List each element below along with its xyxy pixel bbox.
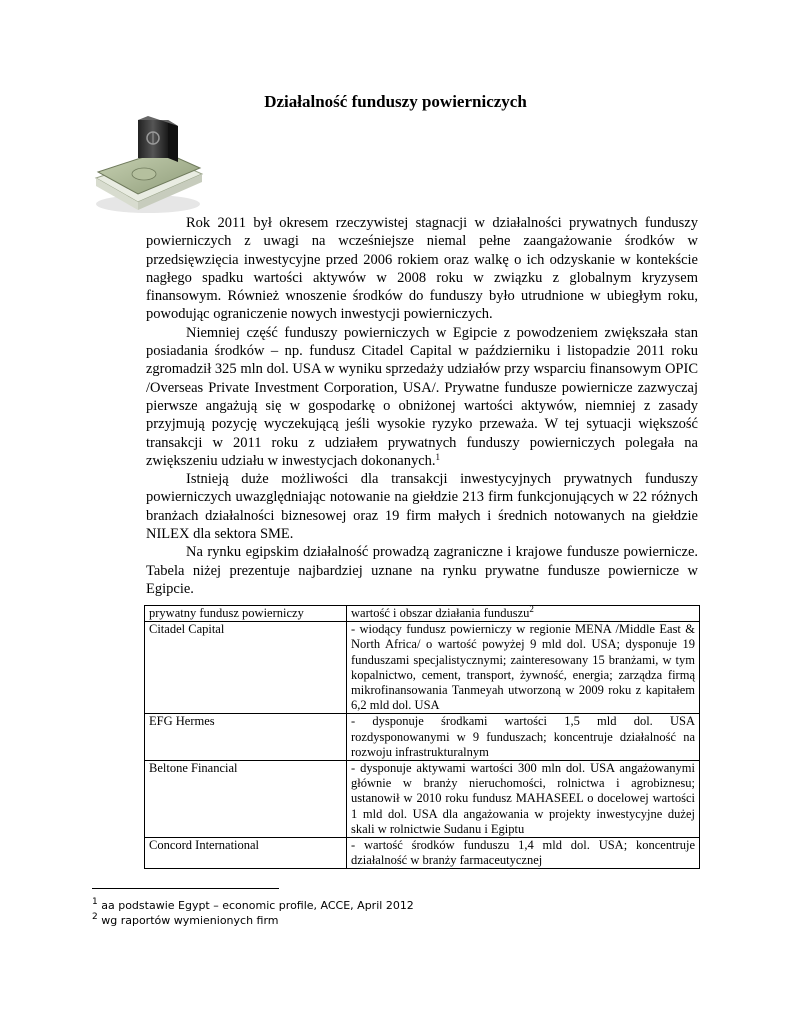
funds-table: [144, 605, 700, 869]
fund-desc-cell: - dysponuje aktywami wartości 300 mln dol. USA angażowanymi głównie w branży nieruchomości, rolnictwa i agrobiznesu; ustanowił w 2010 roku fundusz MAHASEEL o docelowej wartości 1 mld dol. USA dla angażowania w projekty inwestycyjne dużej skali w rolnictwie Sudanu i Egiptu: [347, 761, 700, 838]
fund-desc-cell: - wartość środków funduszu 1,4 mld dol. USA; koncentruje działalność w branży farmaceutycznej: [347, 838, 700, 869]
body-text: [146, 214, 698, 598]
footnote-number: 1: [92, 897, 98, 907]
footnotes: [92, 898, 414, 928]
fund-name-cell: Beltone Financial: [145, 761, 347, 838]
table-row: [145, 838, 700, 869]
table-header-cell: prywatny fundusz powierniczy: [145, 606, 347, 622]
footnote-ref: 2: [529, 604, 534, 614]
footnote: $^2$ wg raportów wymienionych firm: [92, 912, 279, 927]
paragraph: Niemniej część funduszy powierniczych w Egipcie z powodzeniem zwiększała stan posiadania środków – np. fundusz Citadel Capital w październiku i listopadzie 2011 roku zgromadził 325 mln dol. USA w wyniku sprzedaży udziałów przy wsparciu finansowym OPIC /Overseas Private Investment Corporation, USA/. Prywatne fundusze powiernicze zazwyczaj pierwsze angażują się w gospodarkę o obniżonej wartości aktywów, niemniej z zasady przyjmują pozycję wyczekującą jeśli wysokie ryzyko przeważa. W tej sytuacji większość transakcji w 2011 roku z udziałem prywatnych funduszy powierniczych polegała na zwiększeniu udziału w inwestycjach dokonanych.$^1$: [146, 324, 698, 469]
footnote: $^1$ aa podstawie Egypt – economic profile, ACCE, April 2012: [92, 897, 414, 912]
table-row: [145, 622, 700, 714]
paragraph: Rok 2011 był okresem rzeczywistej stagnacji w działalności prywatnych funduszy powierniczych z uwagi na wcześniejsze niemal pełne zaangażowanie środków w przedsięwzięcia inwestycyjne przed 2006 rokiem oraz walkę o ich odzyskanie w kontekście nagłego spadku wartości aktywów w 2008 roku w związku z globalnym kryzysem finansowym. Również wnoszenie środków do funduszy było utrudnione w ubiegłym roku, powodując ograniczenie nowych inwestycji powierniczych.: [146, 215, 698, 323]
paragraph: Istnieją duże możliwości dla transakcji inwestycyjnych prywatnych funduszy powierniczych uwazględniając notowanie na giełdzie 213 firm funkcjonujących w 22 różnych branżach działalności biznesowej oraz 19 firm małych i średnich notowanych na giełdzie NILEX dla sektora SME.: [146, 471, 698, 543]
table-header-cell: wartość i obszar działania funduszu$^2$: [347, 606, 700, 622]
table-row: [145, 714, 700, 761]
fund-desc-cell: - wiodący fundusz powierniczy w regionie MENA /Middle East & North Africa/ o wartość powyżej 9 mld dol. USA; dysponuje 19 funduszami specjalistycznymi; zainteresowany 15 branżami, w tym kopalnictwo, cement, transport, żywność, energia; zarządza firmą mikrofinansowania Tanmeyah utworzoną w 2009 roku z kapitałem 6,2 mld dol. USA: [347, 622, 700, 714]
paragraph: Na rynku egipskim działalność prowadzą zagraniczne i krajowe fundusze powiernicze. Tabela niżej prezentuje najbardziej uznane na rynku prywatne fundusze powiernicze w Egipcie.: [146, 544, 698, 597]
fund-desc-cell: - dysponuje środkami wartości 1,5 mld dol. USA rozdysponowanymi w 9 funduszach; koncentruje działalność na rozwoju infrastrukturalnym: [347, 714, 700, 761]
footnote-divider: [92, 888, 279, 889]
table-row: [145, 761, 700, 838]
footnote-ref: 1: [435, 451, 441, 462]
money-safe-icon: [92, 116, 204, 216]
footnote-number: 2: [92, 912, 98, 922]
fund-name-cell: Concord International: [145, 838, 347, 869]
fund-name-cell: Citadel Capital: [145, 622, 347, 714]
page-title: Działalność funduszy powierniczych: [264, 92, 527, 111]
fund-name-cell: EFG Hermes: [145, 714, 347, 761]
table-header-row: [145, 606, 700, 622]
